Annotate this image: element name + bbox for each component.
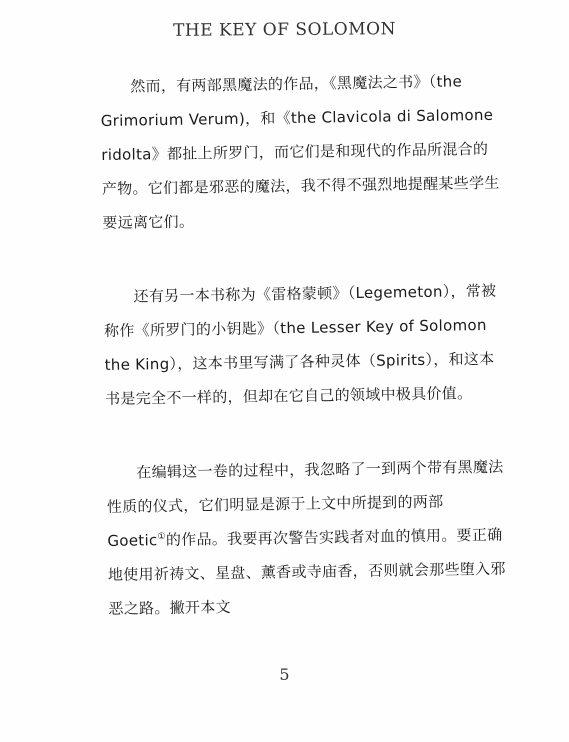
paragraph-1: 然而，有两部黑魔法的作品，《黑魔法之书》（the Grimorium Verum)，和《the Clavicola di Salomone ridolta》都扯上所罗门，而它们是和现代的作品所混合的产物。它们都是邪恶的魔法，我不得不强烈地提醒某些学生要远离它们。 bbox=[100, 72, 500, 232]
running-header: THE KEY OF SOLOMON bbox=[172, 19, 397, 41]
paragraph-2: 还有另一本书称为《雷格蒙顿》（Legemeton），常被称作《所罗门的小钥匙》（the Lesser Key of Solomon the King），这本书里写满了各种灵体（Spirits），和这本书是完全不一样的，但却在它自己的领域中极具价值。 bbox=[103, 281, 497, 408]
paragraph-3-text-before: 在编辑这一卷的过程中，我忽略了一到两个带有黑魔法性质的仪式，它们明显是源于上文中所提到的两部 Goetic bbox=[106, 457, 504, 550]
body-text bbox=[100, 64, 509, 626]
page-number: 5 bbox=[279, 665, 290, 684]
footnote-mark: ① bbox=[157, 532, 166, 543]
paragraph-3-text-after: 的作品。我要再次警告实践者对血的慎用。要正确地使用祈祷文、星盘、薰香或寺庙香，否则就会那些堕入邪恶之路。撇开本文 bbox=[107, 525, 506, 618]
paragraph-3 bbox=[106, 450, 509, 626]
